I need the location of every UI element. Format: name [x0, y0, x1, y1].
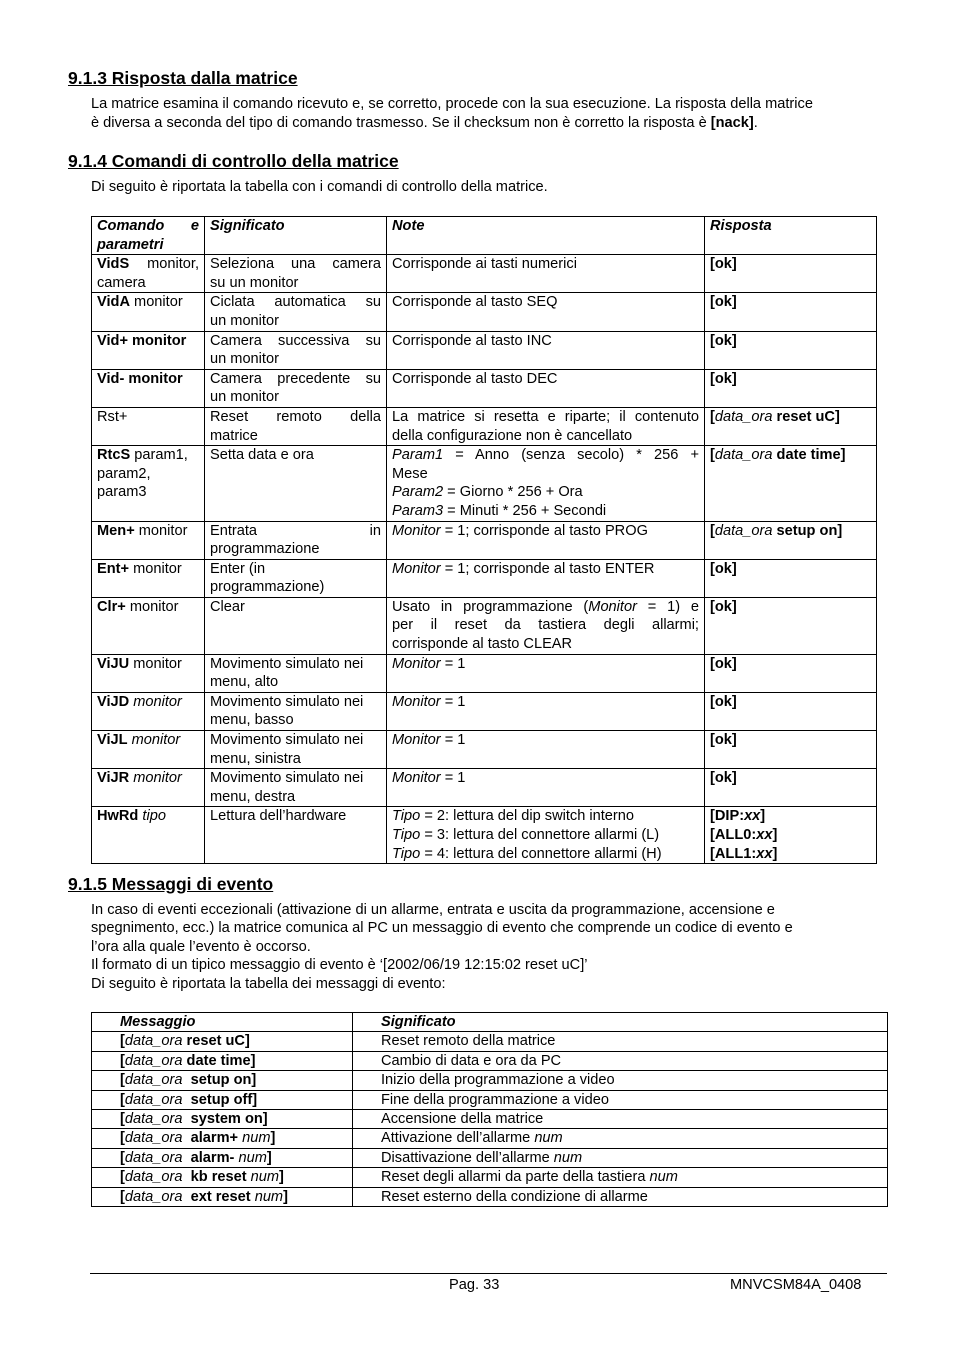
cell-meaning: Attivazione dell’allarme num	[353, 1129, 888, 1148]
cell-response: [ok]	[705, 559, 877, 597]
footer-divider	[90, 1273, 887, 1274]
text-line: La matrice esamina il comando ricevuto e, se corretto, procede con la sua esecuzione. La risposta della matrice	[91, 96, 813, 112]
cell-note: La matrice si resetta e riparte; il contenuto della configurazione non è cancellato	[387, 407, 705, 445]
cell-command: Rst+	[92, 407, 205, 445]
cell-response: [DIP:xx] [ALL0:xx] [ALL1:xx]	[705, 807, 877, 864]
cell-meaning: Reset degli allarmi da parte della tastiera num	[353, 1168, 888, 1187]
table-row	[92, 559, 877, 597]
cell-response: [ok]	[705, 255, 877, 293]
cell-response: [ok]	[705, 769, 877, 807]
cell-meaning: Disattivazione dell’allarme num	[353, 1148, 888, 1167]
table-row	[92, 293, 877, 331]
cell-response: [data_ora reset uC]	[705, 407, 877, 445]
cell-note: Tipo = 2: lettura del dip switch interno Tipo = 3: lettura del connettore allarmi (L) Tipo = 4: lettura del connettore allarmi (H)	[387, 807, 705, 864]
cell-message: [data_ora ext reset num]	[92, 1187, 353, 1206]
cell-note: Corrisponde al tasto DEC	[387, 369, 705, 407]
nack-label: [nack]	[710, 114, 754, 131]
table-row	[92, 521, 877, 559]
cell-message: [data_ora setup off]	[92, 1090, 353, 1109]
cell-note: Monitor = 1	[387, 654, 705, 692]
cell-command: ViJR monitor	[92, 769, 205, 807]
table-row	[92, 1090, 888, 1109]
cell-message: [data_ora date time]	[92, 1051, 353, 1070]
table-row	[92, 1071, 888, 1090]
page-number: Pag. 33	[449, 1277, 500, 1293]
heading-9-1-4: 9.1.4 Comandi di controllo della matrice	[68, 151, 399, 171]
table-row	[92, 1168, 888, 1187]
cell-meaning: Ciclata automatica su un monitor	[205, 293, 387, 331]
cell-note: Monitor = 1	[387, 731, 705, 769]
cell-meaning: Camera successiva su un monitor	[205, 331, 387, 369]
cell-command: ViJD monitor	[92, 692, 205, 730]
cell-note: Param1 = Anno (senza secolo) * 256 + Mese Param2 = Giorno * 256 + Ora Param3 = Minuti * 256 + Secondi	[387, 446, 705, 521]
cell-note: Monitor = 1; corrisponde al tasto ENTER	[387, 559, 705, 597]
table-row	[92, 1032, 888, 1051]
header-cell: Significato	[353, 1013, 888, 1032]
table-row	[92, 369, 877, 407]
table-row	[92, 331, 877, 369]
text-line: spegnimento, ecc.) la matrice comunica al PC un messaggio di evento che comprende un codice di evento e	[91, 920, 793, 937]
table-row	[92, 1187, 888, 1206]
paragraph-9-1-3	[91, 95, 891, 132]
text-span: è diversa a seconda del tipo di comando trasmesso. Se il checksum non è corretto la risposta è	[91, 114, 711, 131]
text-line: In caso di eventi eccezionali (attivazione di un allarme, entrata e uscita da programmazione, accensione e	[91, 902, 775, 918]
table-row	[92, 692, 877, 730]
cell-command: RtcS param1, param2, param3	[92, 446, 205, 521]
commands-table	[91, 216, 877, 864]
paragraph-9-1-5	[91, 901, 891, 993]
table-row	[92, 1129, 888, 1148]
cell-meaning: Fine della programmazione a video	[353, 1090, 888, 1109]
cell-command: Vid- monitor	[92, 369, 205, 407]
intro-9-1-4: Di seguito è riportata la tabella con i comandi di controllo della matrice.	[91, 179, 548, 195]
table-row	[92, 446, 877, 521]
cell-command: Ent+ monitor	[92, 559, 205, 597]
cell-meaning: Movimento simulato nei menu, destra	[205, 769, 387, 807]
cell-command: Vid+ monitor	[92, 331, 205, 369]
cell-meaning: Cambio di data e ora da PC	[353, 1051, 888, 1070]
table-row	[92, 654, 877, 692]
cell-meaning: Inizio della programmazione a video	[353, 1071, 888, 1090]
cell-response: [data_ora date time]	[705, 446, 877, 521]
cell-meaning: Movimento simulato nei menu, alto	[205, 654, 387, 692]
table-row	[92, 597, 877, 654]
heading-9-1-3: 9.1.3 Risposta dalla matrice	[68, 68, 298, 88]
cell-message: [data_ora reset uC]	[92, 1032, 353, 1051]
table-row	[92, 731, 877, 769]
text-line: l’ora alla quale l’evento è occorso.	[91, 938, 311, 955]
table-header-row	[92, 1013, 888, 1032]
cell-note: Corrisponde al tasto INC	[387, 331, 705, 369]
table-row	[92, 1110, 888, 1129]
cell-note: Corrisponde ai tasti numerici	[387, 255, 705, 293]
table-row	[92, 807, 877, 864]
table-row	[92, 1148, 888, 1167]
cell-note: Monitor = 1; corrisponde al tasto PROG	[387, 521, 705, 559]
cell-message: [data_ora alarm- num]	[92, 1148, 353, 1167]
cell-response: [ok]	[705, 331, 877, 369]
header-cell: Significato	[205, 217, 387, 255]
header-cell: Comando e parametri	[92, 217, 205, 255]
cell-meaning: Reset remoto della matrice	[205, 407, 387, 445]
cell-response: [ok]	[705, 731, 877, 769]
cell-meaning: Enter (in programmazione)	[205, 559, 387, 597]
cell-message: [data_ora alarm+ num]	[92, 1129, 353, 1148]
cell-command: ViJU monitor	[92, 654, 205, 692]
table-row	[92, 1051, 888, 1070]
document-code: MNVCSM84A_0408	[730, 1277, 862, 1293]
text-line: Di seguito è riportata la tabella dei messaggi di evento:	[91, 975, 446, 992]
cell-note: Monitor = 1	[387, 769, 705, 807]
cell-meaning: Entrata in programmazione	[205, 521, 387, 559]
cell-response: [ok]	[705, 369, 877, 407]
cell-response: [ok]	[705, 692, 877, 730]
cell-response: [ok]	[705, 654, 877, 692]
cell-meaning: Clear	[205, 597, 387, 654]
cell-message: [data_ora system on]	[92, 1110, 353, 1129]
cell-command: Men+ monitor	[92, 521, 205, 559]
cell-note: Monitor = 1	[387, 692, 705, 730]
header-cell: Risposta	[705, 217, 877, 255]
text-line	[91, 114, 891, 133]
cell-command: HwRd tipo	[92, 807, 205, 864]
cell-meaning: Lettura dell’hardware	[205, 807, 387, 864]
cell-meaning: Reset esterno della condizione di allarme	[353, 1187, 888, 1206]
event-messages-table	[91, 1012, 888, 1207]
cell-meaning: Setta data e ora	[205, 446, 387, 521]
table-row	[92, 255, 877, 293]
cell-response: [ok]	[705, 597, 877, 654]
cell-meaning: Reset remoto della matrice	[353, 1032, 888, 1051]
cell-response: [data_ora setup on]	[705, 521, 877, 559]
cell-message: [data_ora setup on]	[92, 1071, 353, 1090]
cell-command: VidS monitor, camera	[92, 255, 205, 293]
cell-meaning: Accensione della matrice	[353, 1110, 888, 1129]
cell-note: Usato in programmazione (Monitor = 1) e per il reset da tastiera degli allarmi; corrisponde al tasto CLEAR	[387, 597, 705, 654]
table-row	[92, 769, 877, 807]
heading-9-1-5: 9.1.5 Messaggi di evento	[68, 874, 274, 894]
table-header-row	[92, 217, 877, 255]
text-span: .	[753, 114, 758, 131]
cell-command: VidA monitor	[92, 293, 205, 331]
cell-command: ViJL monitor	[92, 731, 205, 769]
cell-meaning: Movimento simulato nei menu, sinistra	[205, 731, 387, 769]
cell-note: Corrisponde al tasto SEQ	[387, 293, 705, 331]
header-cell: Messaggio	[92, 1013, 353, 1032]
header-cell: Note	[387, 217, 705, 255]
text-line: Il formato di un tipico messaggio di evento è ‘[2002/06/19 12:15:02 reset uC]’	[91, 957, 588, 974]
cell-command: Clr+ monitor	[92, 597, 205, 654]
cell-response: [ok]	[705, 293, 877, 331]
cell-message: [data_ora kb reset num]	[92, 1168, 353, 1187]
cell-meaning: Movimento simulato nei menu, basso	[205, 692, 387, 730]
cell-meaning: Camera precedente su un monitor	[205, 369, 387, 407]
table-row	[92, 407, 877, 445]
cell-meaning: Seleziona una camera su un monitor	[205, 255, 387, 293]
